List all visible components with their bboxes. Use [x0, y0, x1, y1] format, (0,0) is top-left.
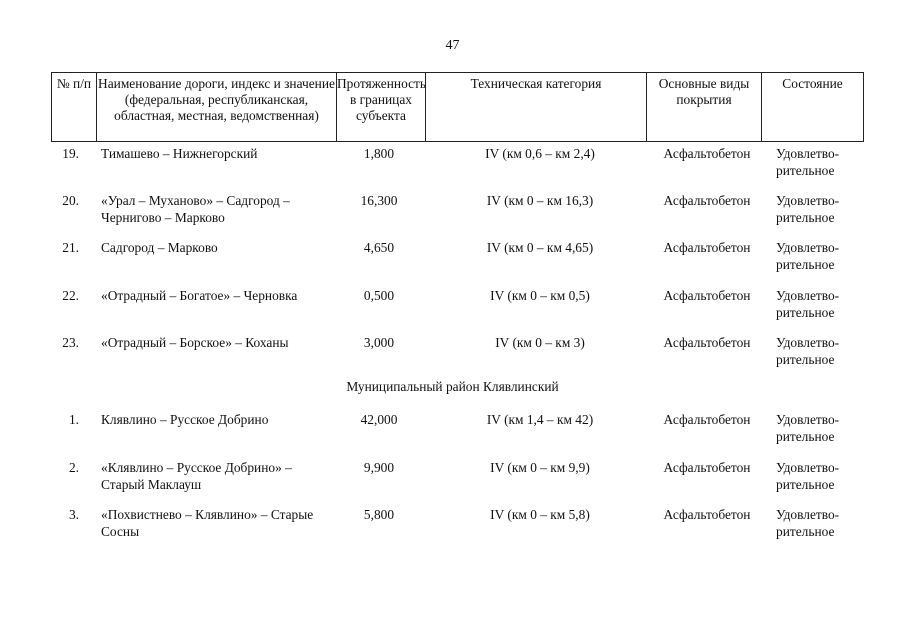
- table-row: [0, 506, 905, 546]
- road-name: «Отрадный – Богатое» – Черновка: [101, 288, 298, 303]
- table-row: [0, 239, 905, 279]
- header-coverage: Основные виды покрытия: [646, 73, 761, 141]
- road-category: IV (км 0 – км 5,8): [490, 507, 590, 522]
- table-row: [0, 411, 905, 451]
- table-row: [0, 287, 905, 327]
- road-category: IV (км 0 – км 16,3): [486, 193, 594, 208]
- road-state: Удовлетво-рительное: [776, 288, 840, 320]
- road-name: «Похвистнево – Клявлино» – Старые Сосны: [101, 507, 314, 539]
- row-num: 22.: [62, 288, 79, 303]
- table-row: [0, 145, 905, 185]
- road-length: 3,000: [363, 335, 395, 350]
- road-state: Удовлетво-рительное: [776, 460, 840, 492]
- road-coverage: Асфальтобетон: [663, 412, 751, 427]
- road-name: «Урал – Муханово» – Садгород – Чернигово – Марково: [101, 193, 290, 225]
- road-state: Удовлетво-рительное: [776, 146, 840, 178]
- section-title: Муниципальный район Клявлинский: [346, 379, 559, 394]
- road-category: IV (км 0 – км 9,9): [490, 460, 590, 475]
- road-coverage: Асфальтобетон: [663, 335, 751, 350]
- road-length: 1,800: [363, 146, 395, 161]
- road-category: IV (км 0 – км 3): [495, 335, 585, 350]
- road-state: Удовлетво-рительное: [776, 412, 840, 444]
- header-num: № п/п: [56, 76, 92, 91]
- header-category: Техническая категория: [425, 73, 646, 141]
- row-num: 3.: [68, 507, 79, 522]
- road-category: IV (км 0 – км 4,65): [486, 240, 594, 255]
- road-name: Клявлино – Русское Добрино: [101, 412, 269, 427]
- road-coverage: Асфальтобетон: [663, 460, 751, 475]
- road-name: «Клявлино – Русское Добрино» – Старый Маклауш: [101, 460, 292, 492]
- table-row: [0, 334, 905, 374]
- road-category: IV (км 0 – км 0,5): [490, 288, 590, 303]
- road-length: 0,500: [363, 288, 395, 303]
- road-length: 9,900: [363, 460, 395, 475]
- header-name: Наименование дороги, индекс и значение (федеральная, республиканская, областная, местная, ведомственная): [96, 73, 336, 141]
- road-state: Удовлетво-рительное: [776, 335, 840, 367]
- road-name: Садгород – Марково: [101, 240, 218, 255]
- road-category: IV (км 0,6 – км 2,4): [485, 146, 595, 161]
- row-num: 19.: [62, 146, 79, 161]
- road-coverage: Асфальтобетон: [663, 507, 751, 522]
- road-state: Удовлетво-рительное: [776, 240, 840, 272]
- road-coverage: Асфальтобетон: [663, 193, 751, 208]
- road-coverage: Асфальтобетон: [663, 146, 751, 161]
- header-state: Состояние: [761, 73, 863, 141]
- road-state: Удовлетво-рительное: [776, 193, 840, 225]
- road-length: 16,300: [360, 193, 398, 208]
- road-length: 5,800: [363, 507, 395, 522]
- row-num: 20.: [62, 193, 79, 208]
- table-header: [51, 72, 864, 142]
- page-number: 47: [445, 38, 460, 53]
- road-name: «Отрадный – Борское» – Коханы: [101, 335, 289, 350]
- row-num: 2.: [68, 460, 79, 475]
- road-state: Удовлетво-рительное: [776, 507, 840, 539]
- row-num: 23.: [62, 335, 79, 350]
- road-coverage: Асфальтобетон: [663, 288, 751, 303]
- row-num: 21.: [62, 240, 79, 255]
- road-coverage: Асфальтобетон: [663, 240, 751, 255]
- table-row: [0, 459, 905, 499]
- road-category: IV (км 1,4 – км 42): [486, 412, 594, 427]
- road-length: 42,000: [360, 412, 398, 427]
- header-length: Протяженность в границах субъекта: [336, 73, 425, 141]
- road-name: Тимашево – Нижнегорский: [101, 146, 258, 161]
- row-num: 1.: [68, 412, 79, 427]
- road-length: 4,650: [363, 240, 395, 255]
- table-row: [0, 192, 905, 232]
